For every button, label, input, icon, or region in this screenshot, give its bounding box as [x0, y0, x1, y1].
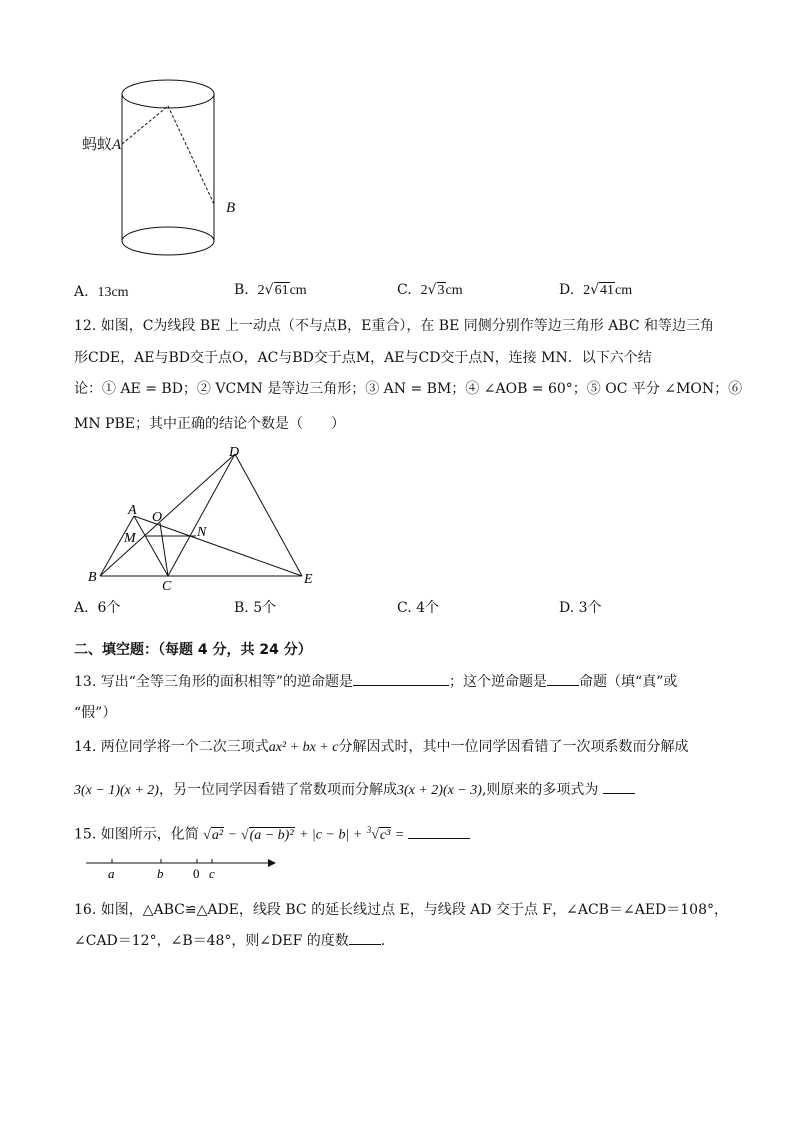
q12-triangle-svg [80, 440, 330, 595]
q12-line-4: MN PBE；其中正确的结论个数是（ ） [74, 416, 345, 432]
tick-label-c: c [209, 866, 215, 881]
segment-cd [168, 454, 235, 576]
segment-bd [100, 454, 235, 576]
q15-line: 15. 如图所示，化简 √a² − √(a − b)² + |c − b| + $^3$√c³ = [74, 820, 470, 846]
tick-label-b: b [157, 866, 164, 881]
cylinder-bottom-back [122, 227, 214, 241]
q15-answer-blank[interactable] [408, 824, 470, 839]
q16-line-2: ∠CAD＝12°，∠B＝48°，则∠DEF 的度数 . [74, 930, 385, 951]
q11-option-a: A. 13cm [74, 284, 129, 300]
cylinder-bottom-front [122, 241, 214, 255]
point-b-label: B [226, 200, 236, 216]
q12-option-c: C. 4个 [397, 600, 440, 616]
segment-ab [100, 516, 134, 576]
cylinder-top-ellipse [122, 80, 214, 108]
label-e: E [304, 572, 313, 587]
q12-line-3: 论：① AE = BD；② VCMN 是等边三角形；③ AN = BM；④ ∠AOB = 60°；⑤ OC 平分 ∠MON；⑥ [74, 381, 743, 397]
label-d: D [229, 445, 240, 460]
q12-option-d: D. 3个 [559, 600, 602, 616]
label-o: O [152, 510, 163, 525]
label-b: B [88, 570, 97, 585]
ant-label: 蚂蚁A [82, 135, 122, 153]
q14-line-1: 14. 两位同学将一个二次三项式ax² + bx + c分解因式时，其中一位同学因看错了一次项系数而分解成 [74, 739, 689, 755]
q16-answer-blank[interactable] [349, 930, 381, 945]
q13-blank-2[interactable] [547, 671, 579, 686]
section-2-title: 二、填空题：（每题 4 分，共 24 分） [74, 642, 312, 658]
cylinder-figure [78, 76, 258, 266]
q11-option-b: B. 2√61cm [234, 282, 307, 298]
q13-line-2: “假”） [74, 705, 117, 721]
q16-line-1: 16. 如图，△ABC≌△ADE，线段 BC 的延长线过点 E，与线段 AD 交于点 F，∠ACB＝∠AED＝108°， [74, 902, 728, 918]
q12-option-a: A. 6个 [74, 600, 121, 616]
segment-ae [134, 516, 302, 576]
q12-triangle-figure [80, 440, 330, 595]
number-line-arrow [268, 859, 276, 867]
path-top-to-b [168, 106, 214, 204]
label-a: A [128, 503, 137, 518]
label-c: C [162, 579, 172, 594]
q12-line-2: 形CDE，AE与BD交于点O，AC与BD交于点M，AE与CD交于点N，连接 MN．以下六个结 [74, 350, 652, 366]
q14-line-2: 3(x − 1)(x + 2)，另一位同学因看错了常数项而分解成3(x + 2)(x − 3),则原来的多项式为 [74, 779, 635, 801]
q13-blank-1[interactable] [353, 671, 449, 686]
q13-line-1: 13. 写出“全等三角形的面积相等”的逆命题是 ；这个逆命题是 命题（填“真”或 [74, 671, 677, 692]
q12-line-1: 12. 如图，C为线段 BE 上一动点（不与点B，E重合），在 BE 同侧分别作等边三角形 ABC 和等边三角 [74, 318, 715, 334]
path-a-to-top [122, 106, 168, 144]
tick-label-0: 0 [193, 866, 200, 881]
q11-option-d: D. 2√41cm [559, 282, 633, 298]
tick-label-a: a [108, 866, 115, 881]
cylinder-svg [78, 76, 258, 266]
q12-option-b: B. 5个 [234, 600, 277, 616]
q14-answer-blank[interactable] [603, 779, 635, 794]
segment-de [235, 454, 302, 576]
segment-ac [134, 516, 168, 576]
label-n: N [197, 525, 207, 540]
number-line-svg [84, 852, 280, 882]
q11-option-c: C. 2√3cm [397, 282, 463, 298]
q15-number-line [84, 852, 280, 882]
label-m: M [124, 531, 136, 546]
